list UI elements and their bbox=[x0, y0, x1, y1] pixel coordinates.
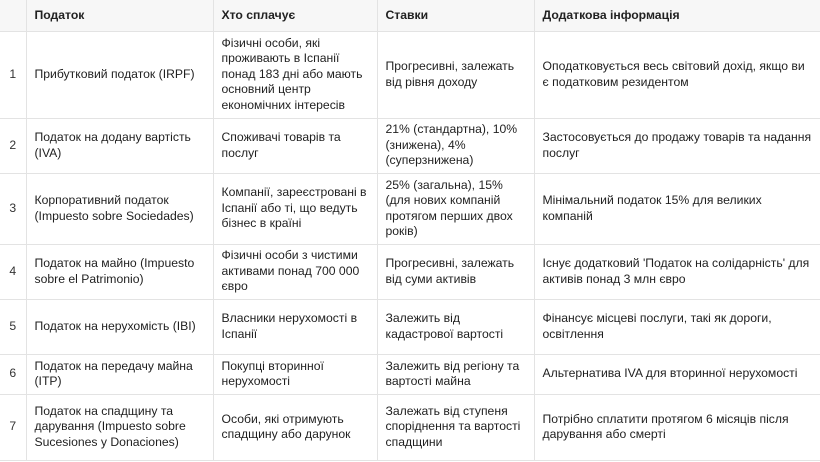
header-tax: Податок bbox=[26, 0, 213, 31]
table-row bbox=[0, 354, 820, 394]
table-row bbox=[0, 118, 820, 173]
header-payer: Хто сплачує bbox=[213, 0, 377, 31]
table-header-row bbox=[0, 0, 820, 31]
header-rates: Ставки bbox=[377, 0, 534, 31]
rates-cell: Залежить від кадастрової вартості bbox=[377, 299, 534, 354]
rates-cell: 25% (загальна), 15% (для нових компаній протягом перших двох років) bbox=[377, 173, 534, 244]
tax-name-cell: Податок на передачу майна (ITP) bbox=[26, 354, 213, 394]
rates-cell: Залежить від регіону та вартості майна bbox=[377, 354, 534, 394]
info-cell: Застосовується до продажу товарів та надання послуг bbox=[534, 118, 820, 173]
tax-name-cell: Прибутковий податок (IRPF) bbox=[26, 31, 213, 118]
row-number: 6 bbox=[0, 354, 26, 394]
rates-cell: Прогресивні, залежать від суми активів bbox=[377, 244, 534, 299]
header-row-number bbox=[0, 0, 26, 31]
rates-cell: Прогресивні, залежать від рівня доходу bbox=[377, 31, 534, 118]
row-number: 1 bbox=[0, 31, 26, 118]
info-cell: Оподатковується весь світовий дохід, якщо ви є податковим резидентом bbox=[534, 31, 820, 118]
tax-name-cell: Податок на спадщину та дарування (Impuesto sobre Sucesiones y Donaciones) bbox=[26, 394, 213, 460]
row-number: 3 bbox=[0, 173, 26, 244]
tax-name-cell: Податок на додану вартість (IVA) bbox=[26, 118, 213, 173]
info-cell: Мінімальний податок 15% для великих компаній bbox=[534, 173, 820, 244]
payer-cell: Власники нерухомості в Іспанії bbox=[213, 299, 377, 354]
row-number: 2 bbox=[0, 118, 26, 173]
header-info: Додаткова інформація bbox=[534, 0, 820, 31]
rates-cell: Залежать від ступеня споріднення та вартості спадщини bbox=[377, 394, 534, 460]
row-number: 4 bbox=[0, 244, 26, 299]
info-cell: Фінансує місцеві послуги, такі як дороги, освітлення bbox=[534, 299, 820, 354]
payer-cell: Покупці вторинної нерухомості bbox=[213, 354, 377, 394]
table-row bbox=[0, 173, 820, 244]
payer-cell: Фізичні особи, які проживають в Іспанії понад 183 дні або мають основний центр економічних інтересів bbox=[213, 31, 377, 118]
table-row bbox=[0, 394, 820, 460]
tax-name-cell: Податок на майно (Impuesto sobre el Patrimonio) bbox=[26, 244, 213, 299]
table-row bbox=[0, 31, 820, 118]
payer-cell: Споживачі товарів та послуг bbox=[213, 118, 377, 173]
info-cell: Існує додатковий 'Податок на солідарність' для активів понад 3 млн євро bbox=[534, 244, 820, 299]
row-number: 7 bbox=[0, 394, 26, 460]
payer-cell: Особи, які отримують спадщину або дарунок bbox=[213, 394, 377, 460]
info-cell: Альтернатива IVA для вторинної нерухомості bbox=[534, 354, 820, 394]
tax-name-cell: Податок на нерухомість (IBI) bbox=[26, 299, 213, 354]
rates-cell: 21% (стандартна), 10% (знижена), 4% (суперзнижена) bbox=[377, 118, 534, 173]
tax-name-cell: Корпоративний податок (Impuesto sobre Sociedades) bbox=[26, 173, 213, 244]
row-number: 5 bbox=[0, 299, 26, 354]
table-row bbox=[0, 244, 820, 299]
payer-cell: Компанії, зареєстровані в Іспанії або ті, що ведуть бізнес в країні bbox=[213, 173, 377, 244]
info-cell: Потрібно сплатити протягом 6 місяців після дарування або смерті bbox=[534, 394, 820, 460]
payer-cell: Фізичні особи з чистими активами понад 700 000 євро bbox=[213, 244, 377, 299]
table-row bbox=[0, 299, 820, 354]
